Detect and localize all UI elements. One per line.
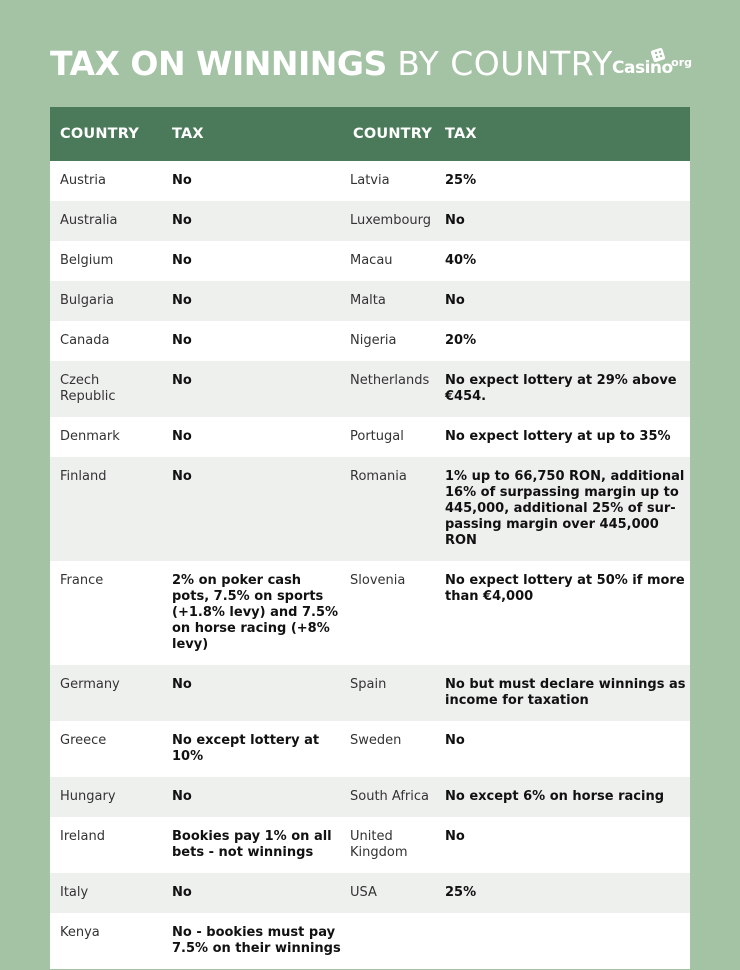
country-cell: Kenya [50,913,162,969]
country-cell: Greece [50,721,162,777]
tax-cell: No - bookies must pay 7.5% on their winnings [162,913,345,969]
tax-table-container [50,107,690,969]
tax-cell: No [162,665,345,721]
country-cell: Luxembourg [345,201,441,241]
country-cell: Netherlands [345,361,441,417]
table-row [50,201,690,241]
table-row [50,281,690,321]
tax-cell: 2% on poker cash pots, 7.5% on sports (+1.8% levy) and 7.5% on horse racing (+8% levy) [162,561,345,665]
column-header-country-2: COUNTRY [345,107,441,161]
tax-cell: No except lottery at 10% [162,721,345,777]
tax-cell: Bookies pay 1% on all bets - not winnings [162,817,345,873]
tax-cell: 40% [441,241,690,281]
table-row [50,817,690,873]
country-cell: Romania [345,457,441,561]
tax-cell: 25% [441,161,690,201]
table-row [50,913,690,969]
table-row [50,777,690,817]
country-cell: Czech Republic [50,361,162,417]
tax-cell: No [162,417,345,457]
country-cell: Belgium [50,241,162,281]
table-row [50,665,690,721]
table-row [50,417,690,457]
tax-cell: No except 6% on horse racing [441,777,690,817]
tax-cell: No expect lottery at 29% above €454. [441,361,690,417]
country-cell: Bulgaria [50,281,162,321]
logo-suffix-text: .org [667,56,693,69]
country-cell: Macau [345,241,441,281]
tax-cell: No [441,201,690,241]
table-row [50,457,690,561]
country-cell: France [50,561,162,665]
tax-cell: No [441,281,690,321]
casino-org-logo[interactable] [612,46,693,80]
country-cell: Denmark [50,417,162,457]
table-row [50,721,690,777]
tax-cell: No [162,457,345,561]
tax-cell: No expect lottery at 50% if more than €4,000 [441,561,690,665]
table-row [50,873,690,913]
table-header [50,107,690,161]
tax-cell: No [162,321,345,361]
country-cell: Spain [345,665,441,721]
country-cell [345,913,441,969]
page-header [50,40,693,88]
title-light: BY COUNTRY [397,44,613,83]
tax-cell: 25% [441,873,690,913]
country-cell: Slovenia [345,561,441,665]
tax-cell: No [162,777,345,817]
country-cell: Sweden [345,721,441,777]
table-row [50,241,690,281]
country-cell: Austria [50,161,162,201]
table-body [50,161,690,969]
country-cell: Germany [50,665,162,721]
tax-cell: 20% [441,321,690,361]
tax-cell: No but must declare winnings as income for taxation [441,665,690,721]
country-cell: South Africa [345,777,441,817]
tax-cell [441,913,690,969]
title-bold: TAX ON WINNINGS [50,44,387,83]
country-cell: Malta [345,281,441,321]
table-row [50,321,690,361]
tax-cell: No [162,161,345,201]
column-header-tax-1: TAX [162,107,345,161]
column-header-country-1: COUNTRY [50,107,162,161]
tax-cell: No [162,873,345,913]
country-cell: Hungary [50,777,162,817]
table-row [50,161,690,201]
tax-cell: No [162,201,345,241]
country-cell: Portugal [345,417,441,457]
tax-cell: No expect lottery at up to 35% [441,417,690,457]
logo-main-text: Casino [612,58,673,78]
country-cell: Latvia [345,161,441,201]
country-cell: Canada [50,321,162,361]
country-cell: Australia [50,201,162,241]
country-cell: Ireland [50,817,162,873]
country-cell: Italy [50,873,162,913]
tax-cell: 1% up to 66,750 RON, additional 16% of surpassing margin up to 445,000, additional 25% of sur-passing margin over 445,000 RON [441,457,690,561]
tax-cell: No [162,281,345,321]
table-header-row [50,107,690,161]
country-cell: USA [345,873,441,913]
table-row [50,561,690,665]
country-cell: Nigeria [345,321,441,361]
tax-cell: No [162,361,345,417]
page-title [50,44,613,84]
tax-table [50,107,690,969]
table-row [50,361,690,417]
column-header-tax-2: TAX [441,107,690,161]
tax-cell: No [162,241,345,281]
tax-cell: No [441,817,690,873]
country-cell: Finland [50,457,162,561]
country-cell: United Kingdom [345,817,441,873]
tax-cell: No [441,721,690,777]
